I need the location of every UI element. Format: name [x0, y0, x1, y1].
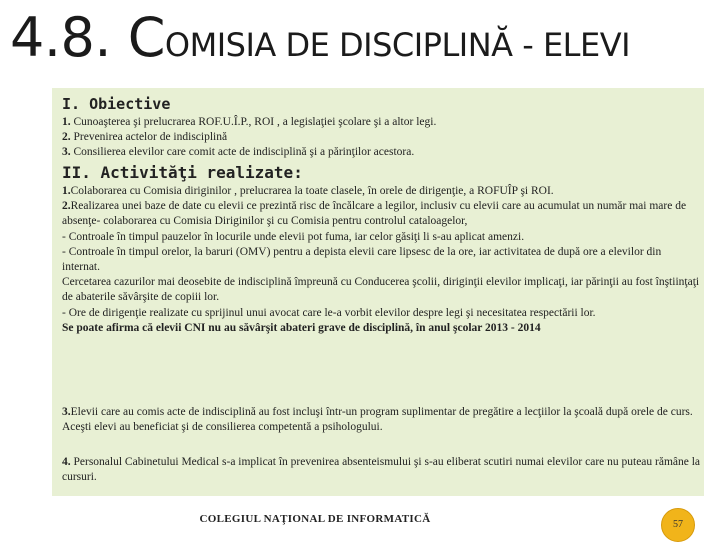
activity-line: - Ore de dirigenţie realizate cu sprijinul unui avocat care le-a vorbit elevilor despre legi şi necesitatea respectării lor. [62, 306, 596, 319]
item-4-paragraph: 4. Personalul Cabinetului Medical s-a implicat în prevenirea absenteismului şi s-au eliberat scutiri numai elevilor care nu puteau rămâne la cursuri. [62, 456, 701, 484]
objectives-list [62, 115, 702, 161]
objective-item: 2. Prevenirea actelor de indisciplină [62, 131, 228, 144]
activity-line: Cercetarea cazurilor mai deosebite de indisciplină împreună cu Conducerea şcolii, diriginţii elevilor implicaţi, iar părinţii au fost înştiinţaţi de abaterile săvârşite de copiii lor. [62, 276, 700, 304]
activity-item: 2.Realizarea unei baze de date cu elevii ce prezintă risc de încălcare a legilor, inclusiv cu elevii care au acumulat un număr mai mare de absenţe- colaborarea cu Comisia Diriginilor şi cu Comisia pentru controlul cataloagelor, [62, 200, 687, 228]
objective-item: 3. Consilierea elevilor care comit acte de indisciplină şi a părinţilor acestora. [62, 146, 415, 159]
objective-item: 1. Cunoaşterea şi prelucrarea ROF.U.Î.P., ROI , a legislaţiei şcolare şi a altor legi. [62, 116, 437, 128]
activities-heading: II. Activităţi realizate: [62, 163, 303, 182]
page-title-rest: OMISIA DE DISCIPLINĂ - ELEVI [164, 26, 631, 64]
page-title [10, 6, 630, 69]
page-title-prefix: 4.8. C [10, 6, 165, 69]
objectives-heading: I. Obiective [62, 95, 171, 113]
activity-item: 1.Colaborarea cu Comisia diriginilor , prelucrarea la toate clasele, în orele de dirigenţie, a ROFUÎP şi ROI. [62, 185, 554, 197]
activities-conclusion: Se poate afirma că elevii CNI nu au săvârşit abateri grave de disciplină, în anul şcolar 2013 - 2014 [62, 321, 541, 334]
activity-line: - Controale în timpul orelor, la baruri (OMV) pentru a depista elevii care lipsesc de la ore, iar activitatea de după ore a elevilor din internat. [62, 245, 662, 274]
activity-line: - Controale în timpul pauzelor în locurile unde elevii pot fuma, iar celor găsiţi li s-au aplicat amenzi. [62, 230, 525, 243]
item-3-paragraph: 3.Elevii care au comis acte de indisciplină au fost incluşi într-un program suplimentar de pregătire a lecţiilor la şcoală după orele de curs. Aceşti elevi au beneficiat şi de consilierea competentă a psihologului. [62, 406, 693, 434]
activities-list [62, 184, 702, 336]
footer-school-name: COLEGIUL NAŢIONAL DE INFORMATICĂ [199, 513, 431, 525]
page-number-badge: 57 [661, 508, 695, 542]
